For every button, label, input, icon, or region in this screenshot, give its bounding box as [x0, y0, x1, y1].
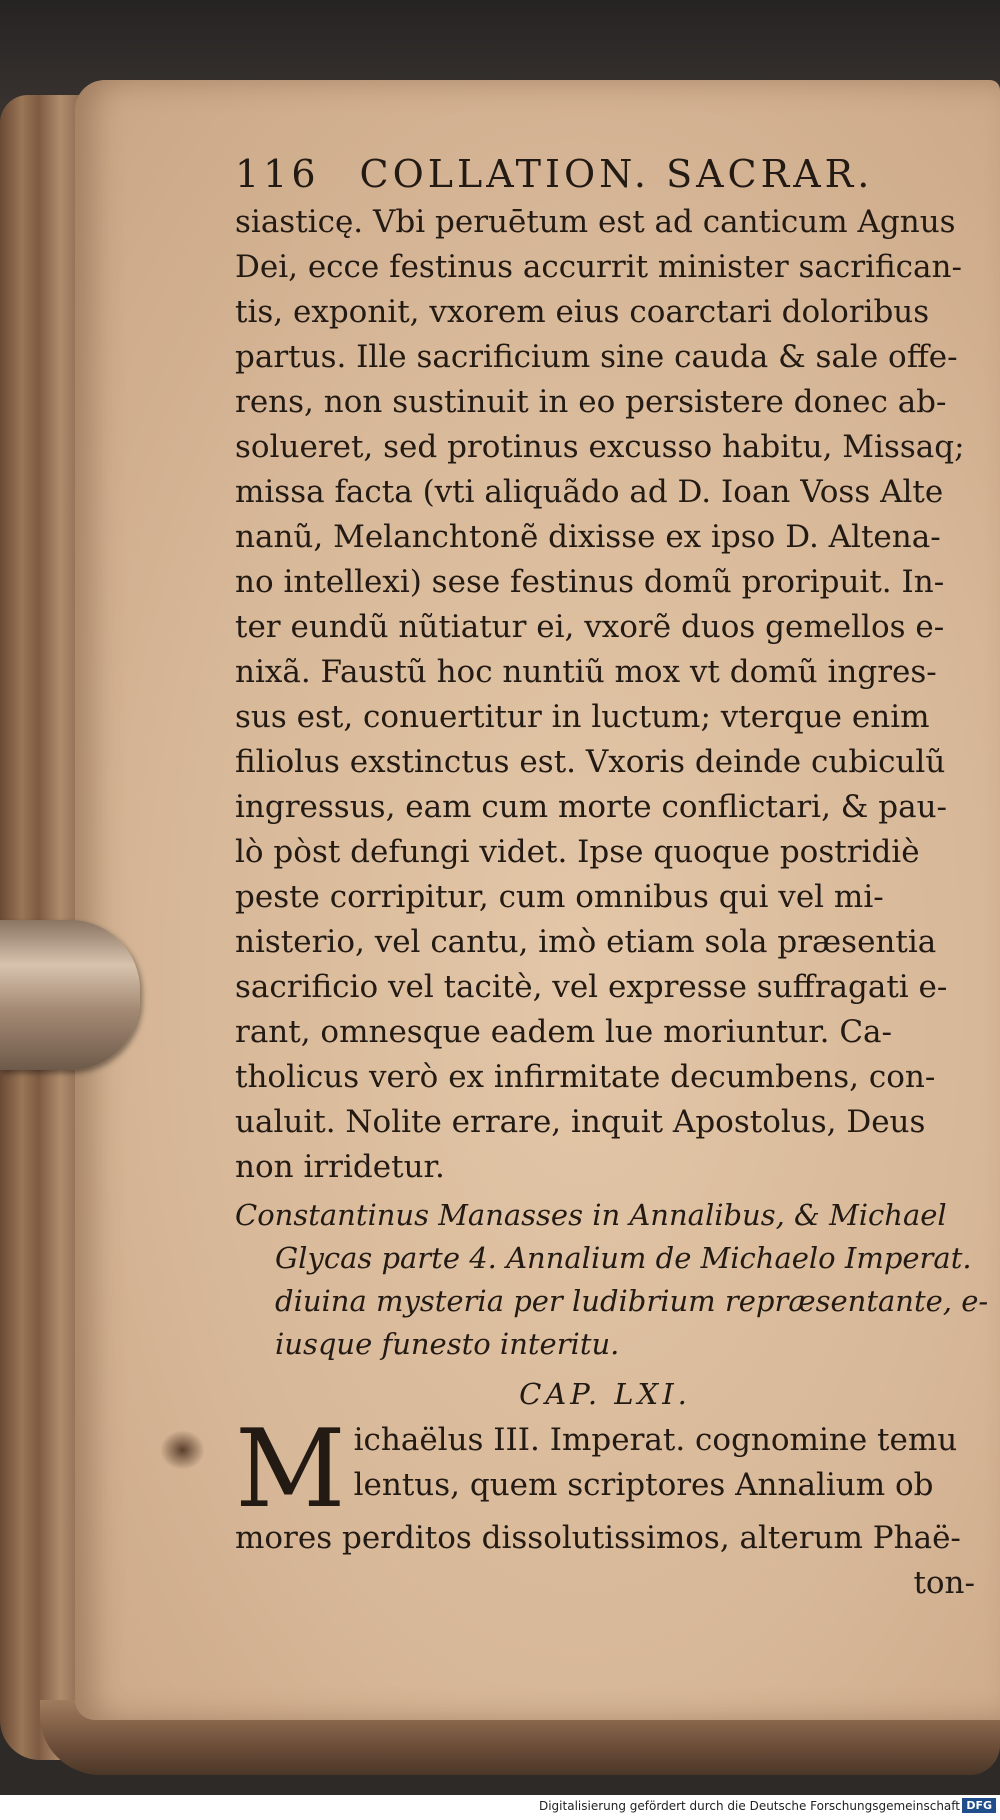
summary-line: diuina mysteria per ludibrium repræsentante, e- [275, 1284, 989, 1318]
text-line: missa facta (vti aliquãdo ad D. Ioan Voss Alte [235, 474, 944, 510]
summary-line: Glycas parte 4. Annalium de Michaelo Imperat. [275, 1241, 972, 1275]
page-number: 116 [235, 152, 320, 196]
text-line: mores perditos dissolutissimos, alterum Phaë- [235, 1520, 961, 1556]
text-line: peste corripitur, cum omnibus qui vel mi- [235, 879, 884, 915]
running-header [235, 150, 975, 200]
body-text [235, 200, 975, 1190]
text-line: rens, non sustinuit in eo persistere donec ab- [235, 384, 947, 420]
summary-line: Constantinus Manasses in Annalibus, & Michael [235, 1198, 947, 1232]
text-line: lò pòst defungi videt. Ipse quoque postridiè [235, 834, 920, 870]
text-line: non irridetur. [235, 1149, 445, 1185]
page-text [235, 150, 989, 1606]
text-line: solueret, sed protinus excusso habitu, Missaq; [235, 429, 965, 465]
text-line: ichaëlus III. Imperat. cognomine temu [353, 1422, 958, 1458]
text-line: lentus, quem scriptores Annalium ob [353, 1467, 934, 1503]
text-line: sus est, conuertitur in luctum; vterque enim [235, 699, 930, 735]
text-line: filiolus exstinctus est. Vxoris deinde cubiculũ [235, 744, 946, 780]
running-head: COLLATION. SACRAR. [359, 152, 874, 196]
chapter-summary [235, 1194, 989, 1366]
text-line: Dei, ecce festinus accurrit minister sacrifican- [235, 249, 962, 285]
text-line: rant, omnesque eadem lue moriuntur. Ca- [235, 1014, 893, 1050]
footer-credit: Digitalisierung gefördert durch die Deutsche Forschungsgemeinschaft [538, 1799, 960, 1813]
chapter-opening [235, 1407, 975, 1561]
text-line: nanũ, Melanchtonẽ dixisse ex ipso D. Altena- [235, 519, 941, 555]
text-line: ualuit. Nolite errare, inquit Apostolus, Deus [235, 1104, 926, 1140]
text-line: siasticę. Vbi peruētum est ad canticum Agnus [235, 204, 956, 240]
chapter-heading: CAP. LXI. [519, 1377, 691, 1411]
book-clasp [0, 920, 140, 1070]
drop-cap-initial: M [235, 1407, 346, 1532]
page-stain [160, 1430, 205, 1470]
dfg-logo: DFG [962, 1798, 996, 1813]
summary-line: iusque funesto interitu. [275, 1327, 620, 1361]
text-line: partus. Ille sacrificium sine cauda & sale offe- [235, 339, 958, 375]
text-line: nixã. Faustũ hoc nuntiũ mox vt domũ ingres- [235, 654, 937, 690]
digitization-footer [0, 1795, 1000, 1820]
text-line: no intellexi) sese festinus domũ proripuit. In- [235, 564, 945, 600]
text-line: tholicus verò ex infirmitate decumbens, con- [235, 1059, 936, 1095]
text-line: ter eundũ nũtiatur ei, vxorẽ duos gemellos e- [235, 609, 945, 645]
text-line: tis, exponit, vxorem eius coarctari doloribus [235, 294, 930, 330]
text-line: nisterio, vel cantu, imò etiam sola præsentia [235, 924, 937, 960]
text-line: sacrificio vel tacitè, vel expresse suffragati e- [235, 969, 948, 1005]
text-line: ingressus, eam cum morte conflictari, & pau- [235, 789, 948, 825]
catchword: ton- [913, 1565, 975, 1601]
